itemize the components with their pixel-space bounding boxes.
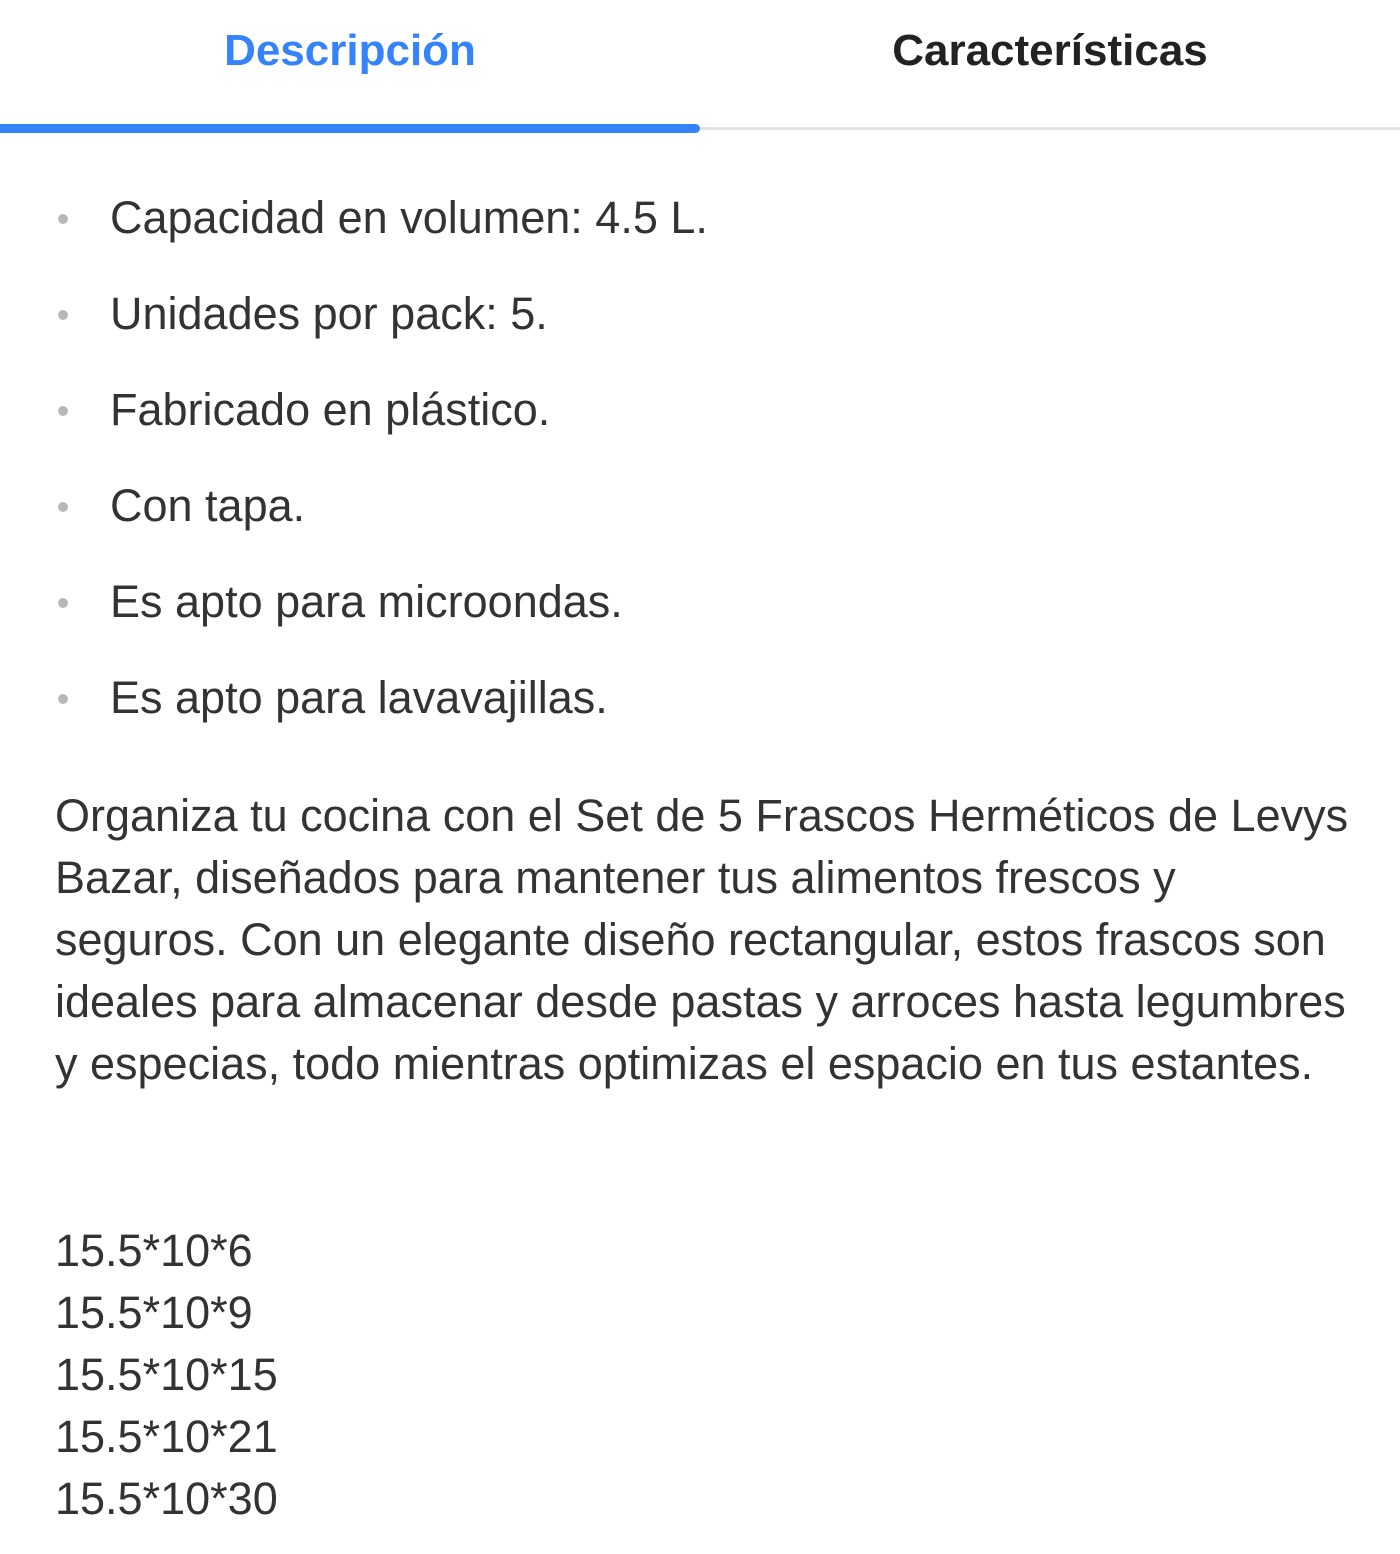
- dimension-line: 15.5*10*30: [55, 1473, 278, 1524]
- tab-descripcion-label: Descripción: [224, 26, 476, 75]
- dimension-line: 15.5*10*9: [55, 1287, 253, 1338]
- feature-list: [0, 170, 1400, 746]
- active-tab-indicator: [0, 124, 700, 133]
- tab-caracteristicas-label: Características: [892, 26, 1208, 75]
- dimension-line: 15.5*10*15: [55, 1349, 278, 1400]
- list-item: Es apto para lavavajillas.: [0, 650, 1400, 746]
- dimension-line: 15.5*10*6: [55, 1225, 253, 1276]
- tab-caracteristicas[interactable]: [700, 0, 1400, 130]
- tab-descripcion[interactable]: [0, 0, 700, 130]
- tab-bar: [0, 0, 1400, 130]
- product-description: Organiza tu cocina con el Set de 5 Frascos Herméticos de Levys Bazar, diseñados para mantener tus alimentos frescos y seguros. Con un elegante diseño rectangular, estos frascos son ideales para almacenar desde pastas y arroces hasta legumbres y especias, todo mientras optimizas el espacio en tus estantes.: [55, 790, 1349, 1089]
- list-item: Con tapa.: [0, 458, 1400, 554]
- list-item: Unidades por pack: 5.: [0, 266, 1400, 362]
- list-item: Capacidad en volumen: 4.5 L.: [0, 170, 1400, 266]
- list-item: Fabricado en plástico.: [0, 362, 1400, 458]
- dimensions-list: [55, 1220, 278, 1530]
- dimension-line: 15.5*10*21: [55, 1411, 278, 1462]
- list-item: Es apto para microondas.: [0, 554, 1400, 650]
